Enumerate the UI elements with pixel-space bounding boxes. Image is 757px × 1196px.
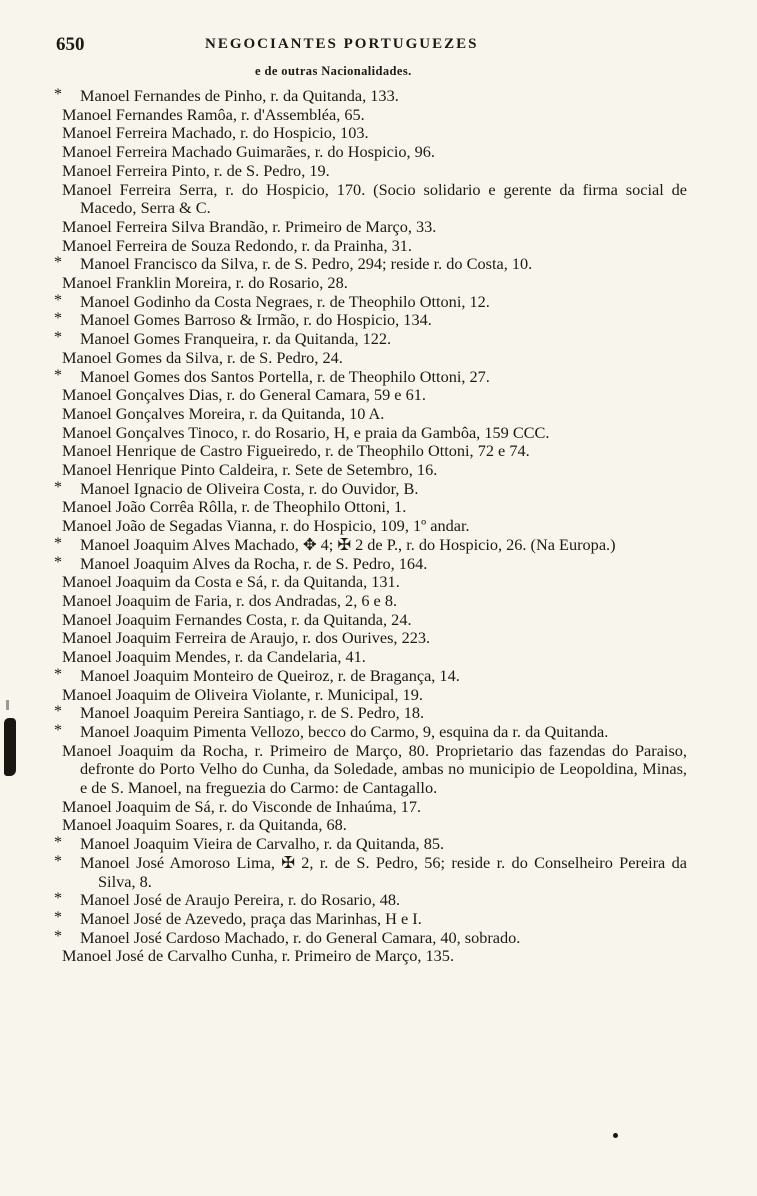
directory-entry (0, 368, 687, 387)
asterisk-mark: * (54, 666, 62, 683)
directory-entry (0, 517, 687, 536)
directory-entry (0, 816, 687, 835)
entry-text: Manoel Gonçalves Moreira, r. da Quitanda, 10 A. (62, 404, 385, 423)
directory-entry (0, 424, 687, 443)
directory-entry (0, 611, 687, 630)
asterisk-mark: * (54, 853, 62, 870)
directory-entry (0, 143, 687, 162)
entry-text: Manoel Joaquim Soares, r. da Quitanda, 68. (62, 816, 347, 835)
entry-text: Manoel Franklin Moreira, r. do Rosario, 28. (62, 274, 348, 293)
directory-entry (0, 405, 687, 424)
entry-text: Manoel Henrique de Castro Figueiredo, r. de Theophilo Ottoni, 72 e 74. (62, 442, 530, 461)
directory-entry (0, 555, 687, 574)
asterisk-mark: * (54, 311, 62, 328)
directory-entry (0, 667, 687, 686)
directory-entry (0, 629, 687, 648)
directory-entry (0, 386, 687, 405)
entry-text: Manoel Gomes Franqueira, r. da Quitanda, 122. (80, 330, 392, 349)
entry-text: Manoel Gonçalves Dias, r. do General Camara, 59 e 61. (62, 386, 426, 405)
asterisk-mark: * (54, 554, 62, 571)
page-subtitle: e de outras Nacionalidades. (255, 64, 412, 78)
directory-entry (0, 648, 687, 667)
asterisk-mark: * (54, 835, 62, 852)
asterisk-mark: * (54, 535, 62, 552)
ink-dot (613, 1133, 618, 1138)
directory-entry (0, 162, 687, 181)
entry-text: Manoel Gonçalves Tinoco, r. do Rosario, H, e praia da Gambôa, 159 CCC. (62, 423, 550, 442)
entry-text: Manoel Joaquim Alves da Rocha, r. de S. Pedro, 164. (80, 554, 428, 573)
asterisk-mark: * (54, 479, 62, 496)
asterisk-mark: * (54, 330, 62, 347)
entry-text: Manoel Ferreira Silva Brandão, r. Primeiro de Março, 33. (62, 217, 437, 236)
directory-entry (0, 854, 687, 891)
entry-text: Manoel Gomes dos Santos Portella, r. de Theophilo Ottoni, 27. (80, 367, 490, 386)
directory-entry (0, 947, 687, 966)
entry-text: Manoel Ferreira de Souza Redondo, r. da Prainha, 31. (62, 236, 412, 255)
entry-text: Manoel Joaquim Fernandes Costa, r. da Quitanda, 24. (62, 610, 412, 629)
entry-text: Manoel Gomes Barroso & Irmão, r. do Hospicio, 134. (80, 311, 432, 330)
margin-mark (6, 700, 9, 710)
directory-entry (0, 723, 687, 742)
entry-text: Manoel João de Segadas Vianna, r. do Hospicio, 109, 1º andar. (62, 517, 470, 536)
directory-entry (0, 311, 687, 330)
asterisk-mark: * (54, 292, 62, 309)
entry-text: Manoel Francisco da Silva, r. de S. Pedro, 294; reside r. do Costa, 10. (80, 255, 533, 274)
entry-text: Manoel José de Araujo Pereira, r. do Rosario, 48. (80, 891, 401, 910)
entry-text: Manoel Fernandes Ramôa, r. d'Assembléa, 65. (62, 105, 365, 124)
entry-text: Manoel Joaquim Alves Machado, ✥ 4; ✠ 2 de P., r. do Hospicio, 26. (Na Europa.) (80, 535, 616, 554)
entry-text: Manoel Joaquim Ferreira de Araujo, r. dos Ourives, 223. (62, 629, 431, 648)
entry-list (0, 87, 757, 966)
directory-entry (0, 87, 687, 106)
directory-entry (0, 891, 687, 910)
entry-text: Manoel José de Azevedo, praça das Marinhas, H e I. (80, 909, 422, 928)
entry-text: Manoel Joaquim Mendes, r. da Candelaria, 41. (62, 648, 366, 667)
entry-text: Manoel Joaquim de Faria, r. dos Andradas, 2, 6 e 8. (62, 591, 398, 610)
directory-entry (0, 293, 687, 312)
directory-entry (0, 910, 687, 929)
entry-text: Manoel Ferreira Serra, r. do Hospicio, 170. (Socio solidario e gerente da firma social de Macedo, Serra & C. (62, 180, 687, 218)
entry-text: Manoel Joaquim Pimenta Vellozo, becco do Carmo, 9, esquina da r. da Quitanda. (80, 722, 609, 741)
entry-text: Manoel Joaquim Pereira Santiago, r. de S. Pedro, 18. (80, 704, 425, 723)
entry-text: Manoel Ignacio de Oliveira Costa, r. do Ouvidor, B. (80, 479, 419, 498)
entry-text: Manoel João Corrêa Rôlla, r. de Theophilo Ottoni, 1. (62, 498, 407, 517)
directory-entry (0, 124, 687, 143)
directory-entry (0, 498, 687, 517)
directory-entry (0, 686, 687, 705)
directory-entry (0, 929, 687, 948)
directory-entry (0, 742, 687, 798)
entry-text: Manoel José de Carvalho Cunha, r. Primeiro de Março, 135. (62, 947, 455, 966)
ink-blot (4, 718, 16, 776)
directory-entry (0, 480, 687, 499)
entry-text: Manoel José Amoroso Lima, ✠ 2, r. de S. Pedro, 56; reside r. do Conselheiro Pereira da Silva, 8. (80, 853, 687, 891)
page-number: 650 (56, 34, 85, 55)
entry-text: Manoel Joaquim Monteiro de Queiroz, r. de Bragança, 14. (80, 666, 460, 685)
asterisk-mark: * (54, 367, 62, 384)
directory-entry (0, 798, 687, 817)
directory-entry (0, 181, 687, 218)
asterisk-mark: * (54, 722, 62, 739)
directory-entry (0, 106, 687, 125)
asterisk-mark: * (54, 891, 62, 908)
directory-entry (0, 274, 687, 293)
entry-text: Manoel Ferreira Machado Guimarães, r. do Hospicio, 96. (62, 143, 436, 162)
entry-text: Manoel Joaquim da Costa e Sá, r. da Quitanda, 131. (62, 573, 400, 592)
asterisk-mark: * (54, 255, 62, 272)
asterisk-mark: * (54, 704, 62, 721)
entry-text: Manoel Joaquim de Oliveira Violante, r. Municipal, 19. (62, 685, 423, 704)
entry-text: Manoel Ferreira Machado, r. do Hospicio, 103. (62, 124, 369, 143)
directory-entry (0, 237, 687, 256)
directory-entry (0, 349, 687, 368)
directory-entry (0, 835, 687, 854)
entry-text: Manoel Ferreira Pinto, r. de S. Pedro, 19. (62, 161, 330, 180)
entry-text: Manoel José Cardoso Machado, r. do General Camara, 40, sobrado. (80, 928, 521, 947)
directory-entry (0, 330, 687, 349)
directory-entry (0, 442, 687, 461)
directory-entry (0, 592, 687, 611)
directory-entry (0, 218, 687, 237)
directory-entry (0, 461, 687, 480)
directory-entry (0, 536, 687, 555)
directory-entry (0, 255, 687, 274)
entry-text: Manoel Joaquim da Rocha, r. Primeiro de Março, 80. Proprietario das fazendas do Paraiso, defronte do Porto Velho do Cunha, da Soledade, ambas no municipio de Leopoldina, Minas, e de S. Manoel, na freguezia do Carmo: de Cantagallo. (62, 741, 687, 798)
asterisk-mark: * (54, 909, 62, 926)
entry-text: Manoel Joaquim de Sá, r. do Visconde de Inhaúma, 17. (62, 797, 422, 816)
entry-text: Manoel Henrique Pinto Caldeira, r. Sete de Setembro, 16. (62, 461, 438, 480)
asterisk-mark: * (54, 928, 62, 945)
directory-entry (0, 573, 687, 592)
entry-text: Manoel Gomes da Silva, r. de S. Pedro, 24. (62, 348, 343, 367)
entry-text: Manoel Joaquim Vieira de Carvalho, r. da Quitanda, 85. (80, 835, 445, 854)
page-title: NEGOCIANTES PORTUGUEZES (205, 36, 479, 52)
asterisk-mark: * (54, 87, 62, 103)
directory-entry (0, 704, 687, 723)
entry-text: Manoel Fernandes de Pinho, r. da Quitanda, 133. (80, 87, 399, 105)
entry-text: Manoel Godinho da Costa Negraes, r. de Theophilo Ottoni, 12. (80, 292, 490, 311)
